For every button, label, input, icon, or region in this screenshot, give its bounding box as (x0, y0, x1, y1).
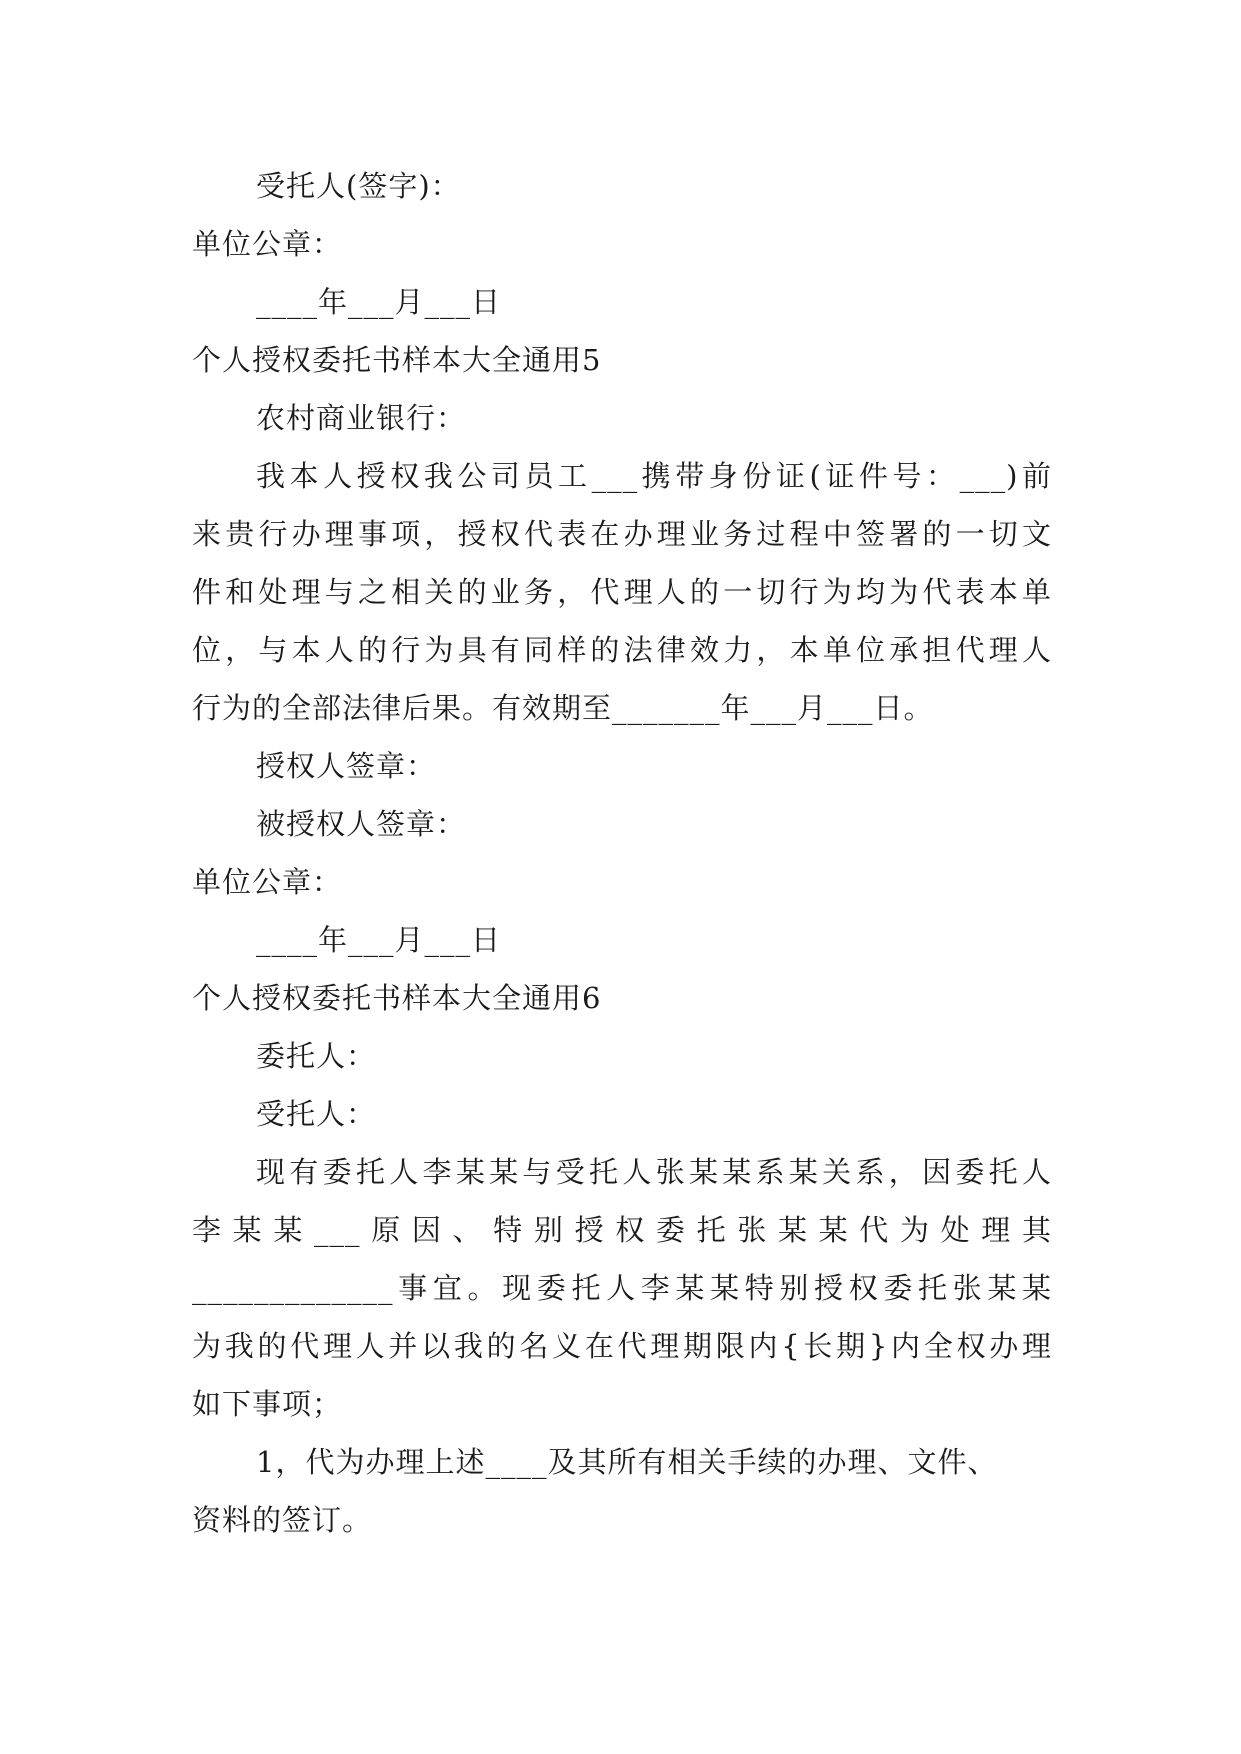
paragraph-line: _____________事宜。现委托人李某某特别授权委托张某某 (192, 1271, 1052, 1305)
principal-label: 委托人： (256, 1039, 377, 1073)
date-line: ____年___月___日 (256, 285, 502, 319)
grantor-signature-label: 授权人签章： (256, 749, 437, 783)
date-line: ____年___月___日 (256, 923, 502, 957)
trustee-signature-label: 受托人(签字)： (256, 169, 461, 203)
paragraph-line: 件和处理与之相关的业务，代理人的一切行为均为代表本单 (192, 575, 1052, 609)
paragraph-line: 我本人授权我公司员工___携带身份证(证件号：___)前 (256, 459, 1052, 493)
paragraph-line: 来贵行办理事项，授权代表在办理业务过程中签署的一切文 (192, 517, 1052, 551)
section-title-6: 个人授权委托书样本大全通用6 (192, 981, 602, 1015)
paragraph-line: 为我的代理人并以我的名义在代理期限内{长期}内全权办理 (192, 1329, 1052, 1363)
paragraph-line: 现有委托人李某某与受托人张某某系某关系，因委托人 (256, 1155, 1052, 1189)
bank-addressee: 农村商业银行： (256, 401, 467, 435)
list-item-1: 1，代为办理上述____及其所有相关手续的办理、文件、 (256, 1445, 998, 1479)
list-item-1-continued: 资料的签订。 (192, 1503, 373, 1537)
section-title-5: 个人授权委托书样本大全通用5 (192, 343, 602, 377)
unit-seal-label: 单位公章： (192, 227, 343, 261)
paragraph-line: 李某某___原因、特别授权委托张某某代为处理其 (192, 1213, 1052, 1247)
trustee-label: 受托人： (256, 1097, 377, 1131)
unit-seal-label: 单位公章： (192, 865, 343, 899)
grantee-signature-label: 被授权人签章： (256, 807, 467, 841)
paragraph-line: 如下事项； (192, 1387, 343, 1421)
paragraph-line: 位，与本人的行为具有同样的法律效力，本单位承担代理人 (192, 633, 1052, 667)
paragraph-line: 行为的全部法律后果。有效期至_______年___月___日。 (192, 691, 934, 725)
